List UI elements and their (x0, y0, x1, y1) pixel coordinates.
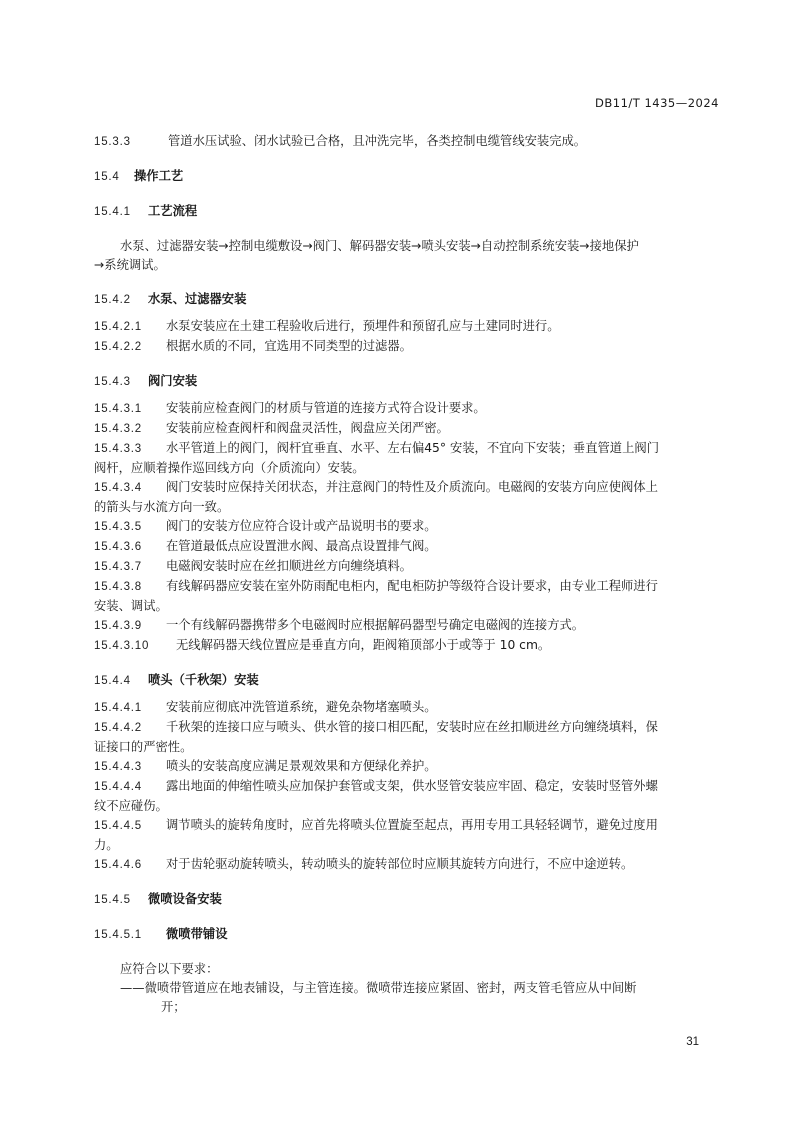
section-heading-15-4-5-1 (94, 925, 720, 945)
clause-text: 在管道最低点应设置泄水阀、最高点设置排气阀。 (166, 539, 437, 553)
clause-text: 阀门安装时应保持关闭状态，并注意阀门的特性及介质流向。电磁阀的安装方向应使阀体上 (166, 480, 658, 494)
clause-number: 15.4.3.2 (94, 423, 142, 435)
clause-item (94, 698, 720, 718)
page-number: 31 (686, 1036, 699, 1048)
clause-number: 15.3.3 (94, 136, 131, 148)
clause-number: 15.4.3.7 (94, 561, 142, 573)
clause-text: 安装前应彻底冲洗管道系统，避免杂物堵塞喷头。 (166, 700, 437, 714)
clause-item (94, 816, 720, 836)
section-title: 喷头（千秋架）安装 (148, 673, 259, 687)
page-content (94, 132, 720, 1017)
clause-text: 阀门的安装方位应符合设计或产品说明书的要求。 (166, 519, 437, 533)
clause-number: 15.4.2.1 (94, 321, 142, 333)
clause-number: 15.4.3.6 (94, 541, 142, 553)
clause-text: 对于齿轮驱动旋转喷头，转动喷头的旋转部位时应顺其旋转方向进行，不应中途逆转。 (166, 857, 634, 871)
clause-text: 根据水质的不同，宜选用不同类型的过滤器。 (166, 339, 412, 353)
clause-text: 一个有线解码器携带多个电磁阀时应根据解码器型号确定电磁阀的连接方式。 (166, 618, 585, 632)
clause-list-15-4-2 (94, 317, 720, 357)
clause-number: 15.4.3.4 (94, 482, 142, 494)
clause-item (94, 337, 720, 357)
section-title: 水泵、过滤器安装 (148, 292, 247, 306)
clause-text: 水平管道上的阀门，阀杆宜垂直、水平、左右偏45° 安装，不宜向下安装；垂直管道上阀门 (166, 441, 659, 455)
clause-text: 露出地面的伸缩性喷头应加保护套管或支架，供水竖管安装应牢固、稳定，安装时竖管外螺 (166, 779, 658, 793)
section-number: 15.4.1 (94, 206, 131, 218)
clause-text: 千秋架的连接口应与喷头、供水管的接口相匹配，安装时应在丝扣顺进丝方向缠绕填料，保 (166, 720, 658, 734)
section-title: 阀门安装 (148, 374, 198, 388)
section-heading-15-4 (94, 167, 720, 187)
section-title: 微喷设备安装 (148, 892, 222, 906)
clause-item (94, 777, 720, 797)
clause-list-15-4-4 (94, 698, 720, 875)
section-title: 微喷带铺设 (166, 927, 228, 941)
clause-number: 15.4.4.6 (94, 859, 142, 871)
dash-marker: —— (120, 981, 145, 995)
clause-text-cont: 证接口的严密性。 (94, 740, 193, 754)
process-flow-paragraph-cont (94, 256, 720, 275)
process-flow-text: 水泵、过滤器安装→控制电缆敷设→阀门、解码器安装→喷头安装→自动控制系统安装→接地保护 (120, 239, 639, 253)
clause-item (94, 419, 720, 439)
section-number: 15.4.4 (94, 675, 131, 687)
section-heading-15-4-3 (94, 372, 720, 392)
clause-text: 管道水压试验、闭水试验已合格，且冲洗完毕，各类控制电缆管线安装完成。 (168, 134, 587, 148)
clause-item (94, 636, 720, 656)
clause-number: 15.4.4.4 (94, 781, 142, 793)
clause-number: 15.4.4.2 (94, 722, 142, 734)
requirements-intro (94, 960, 720, 979)
clause-number: 15.4.3.5 (94, 521, 142, 533)
requirement-text: 微喷带管道应在地表铺设，与主管连接。微喷带连接应紧固、密封，两支管毛管应从中间断 (144, 981, 637, 995)
clause-number: 15.4.3.1 (94, 403, 142, 415)
clause-item (94, 478, 720, 498)
clause-number: 15.4.4.1 (94, 702, 142, 714)
clause-item (94, 855, 720, 875)
section-number: 15.4 (94, 171, 120, 183)
clause-item (94, 616, 720, 636)
clause-continuation (94, 459, 720, 478)
clause-text: 安装前应检查阀杆和阀盘灵活性，阀盘应关闭严密。 (166, 421, 449, 435)
clause-item (94, 537, 720, 557)
clause-item (94, 757, 720, 777)
clause-number: 15.4.3.9 (94, 620, 142, 632)
clause-number: 15.4.4.5 (94, 820, 142, 832)
clause-text: 安装前应检查阀门的材质与管道的连接方式符合设计要求。 (166, 401, 486, 415)
section-heading-15-4-2 (94, 290, 720, 310)
section-number: 15.4.5.1 (94, 929, 142, 941)
section-heading-15-4-4 (94, 671, 720, 691)
clause-text: 水泵安装应在土建工程验收后进行，预埋件和预留孔应与土建同时进行。 (166, 319, 560, 333)
clause-continuation (94, 738, 720, 757)
clause-continuation (94, 498, 720, 517)
clause-text: 调节喷头的旋转角度时，应首先将喷头位置旋至起点，再用专用工具轻轻调节，避免过度用 (166, 818, 658, 832)
clause-text: 有线解码器应安装在室外防雨配电柜内，配电柜防护等级符合设计要求，由专业工程师进行 (166, 579, 658, 593)
clause-item (94, 317, 720, 337)
requirements-intro-text: 应符合以下要求： (120, 962, 219, 976)
clause-number: 15.4.3.8 (94, 581, 142, 593)
clause-item (94, 439, 720, 459)
clause-number: 15.4.3.10 (94, 640, 150, 652)
clause-continuation (94, 836, 720, 855)
section-title: 工艺流程 (148, 204, 198, 218)
section-number: 15.4.5 (94, 894, 131, 906)
clause-text-cont: 安装、调试。 (94, 599, 168, 613)
section-heading-15-4-1 (94, 202, 720, 222)
process-flow-paragraph (94, 237, 720, 256)
clause-text-cont: 阀杆，应顺着操作巡回线方向（介质流向）安装。 (94, 461, 365, 475)
clause-text-cont: 的箭头与水流方向一致。 (94, 500, 230, 514)
clause-text-cont: 力。 (94, 838, 119, 852)
clause-number: 15.4.4.3 (94, 761, 142, 773)
clause-15-3-3 (94, 132, 720, 152)
section-number: 15.4.2 (94, 294, 131, 306)
clause-item (94, 557, 720, 577)
section-heading-15-4-5 (94, 890, 720, 910)
clause-item (94, 517, 720, 537)
clause-number: 15.4.2.2 (94, 341, 142, 353)
requirement-bullet (94, 979, 720, 1017)
clause-text: 喷头的安装高度应满足景观效果和方便绿化养护。 (166, 759, 437, 773)
section-number: 15.4.3 (94, 376, 131, 388)
section-title: 操作工艺 (134, 169, 184, 183)
clause-text: 无线解码器天线位置应是垂直方向，距阀箱顶部小于或等于 10 cm。 (176, 638, 551, 652)
requirement-text-cont: 开； (161, 1000, 186, 1014)
standard-number: DB11/T 1435—2024 (595, 96, 719, 110)
clause-item (94, 718, 720, 738)
clause-text-cont: 纹不应碰伤。 (94, 799, 168, 813)
clause-list-15-4-3 (94, 399, 720, 656)
clause-item (94, 399, 720, 419)
clause-text: 电磁阀安装时应在丝扣顺进丝方向缠绕填料。 (166, 559, 412, 573)
process-flow-text-cont: →系统调试。 (94, 258, 166, 272)
clause-item (94, 577, 720, 597)
clause-number: 15.4.3.3 (94, 443, 142, 455)
clause-continuation (94, 797, 720, 816)
clause-continuation (94, 597, 720, 616)
